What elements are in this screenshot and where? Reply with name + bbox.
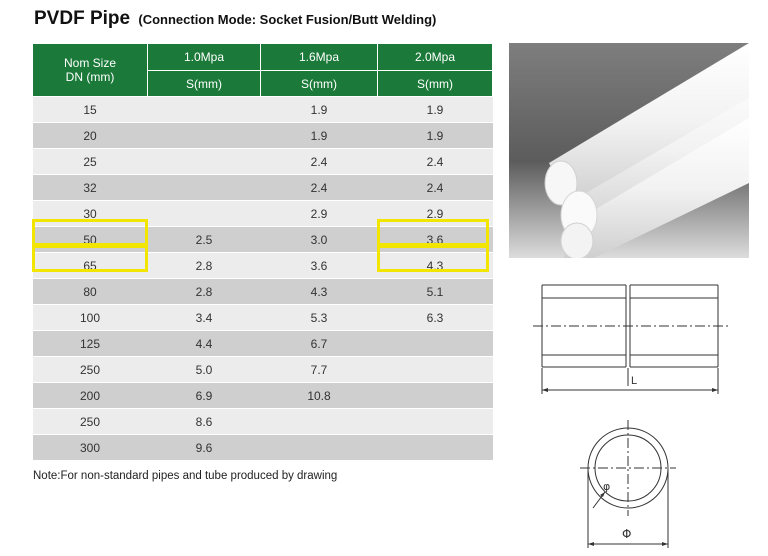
unit-header: S(mm) bbox=[148, 71, 261, 97]
inner-diameter-label: φ bbox=[603, 480, 611, 493]
dn-cell: 300 bbox=[33, 435, 148, 461]
s-1.0-cell bbox=[148, 149, 261, 175]
length-label: L bbox=[631, 375, 638, 387]
s-2.0-cell: 1.9 bbox=[378, 97, 493, 123]
nom-size-header bbox=[33, 44, 148, 97]
dn-cell: 200 bbox=[33, 383, 148, 409]
table-row bbox=[33, 357, 493, 383]
table-row bbox=[33, 383, 493, 409]
table-row bbox=[33, 331, 493, 357]
dn-cell: 25 bbox=[33, 149, 148, 175]
table-row bbox=[33, 305, 493, 331]
s-2.0-cell: 4.3 bbox=[378, 253, 493, 279]
s-1.6-cell: 1.9 bbox=[261, 123, 378, 149]
s-1.6-cell: 7.7 bbox=[261, 357, 378, 383]
s-1.6-cell: 3.6 bbox=[261, 253, 378, 279]
s-2.0-cell bbox=[378, 357, 493, 383]
dn-cell: 250 bbox=[33, 409, 148, 435]
dn-cell: 250 bbox=[33, 357, 148, 383]
s-2.0-cell bbox=[378, 409, 493, 435]
dn-label: DN (mm) bbox=[65, 70, 115, 84]
pipe-photo bbox=[509, 43, 749, 258]
s-2.0-cell bbox=[378, 383, 493, 409]
title-main: PVDF Pipe bbox=[34, 8, 131, 29]
s-1.0-cell: 5.0 bbox=[148, 357, 261, 383]
s-2.0-cell: 5.1 bbox=[378, 279, 493, 305]
s-1.0-cell: 9.6 bbox=[148, 435, 261, 461]
table-row bbox=[33, 149, 493, 175]
dn-cell: 65 bbox=[33, 253, 148, 279]
s-1.0-cell: 2.8 bbox=[148, 253, 261, 279]
table-row bbox=[33, 253, 493, 279]
s-1.0-cell bbox=[148, 123, 261, 149]
dn-cell: 50 bbox=[33, 227, 148, 253]
s-1.6-cell bbox=[261, 435, 378, 461]
table-row bbox=[33, 201, 493, 227]
s-2.0-cell: 2.4 bbox=[378, 149, 493, 175]
s-1.0-cell bbox=[148, 97, 261, 123]
s-1.6-cell: 10.8 bbox=[261, 383, 378, 409]
pipe-section-drawing bbox=[575, 420, 685, 554]
pipe-side-drawing bbox=[530, 280, 735, 400]
pipe-spec-table bbox=[32, 43, 493, 461]
s-2.0-cell bbox=[378, 435, 493, 461]
s-1.6-cell: 2.4 bbox=[261, 149, 378, 175]
s-1.6-cell: 2.4 bbox=[261, 175, 378, 201]
table-row bbox=[33, 279, 493, 305]
dn-cell: 30 bbox=[33, 201, 148, 227]
s-2.0-cell: 2.9 bbox=[378, 201, 493, 227]
s-2.0-cell: 6.3 bbox=[378, 305, 493, 331]
note-text: Note:For non-standard pipes and tube produced by drawing bbox=[33, 470, 338, 482]
dn-cell: 80 bbox=[33, 279, 148, 305]
pressure-header-1.0: 1.0Mpa bbox=[148, 44, 261, 71]
nom-size-label: Nom Size bbox=[63, 56, 116, 70]
unit-header: S(mm) bbox=[378, 71, 493, 97]
s-1.6-cell: 6.7 bbox=[261, 331, 378, 357]
s-1.0-cell: 8.6 bbox=[148, 409, 261, 435]
dn-cell: 100 bbox=[33, 305, 148, 331]
s-1.6-cell: 4.3 bbox=[261, 279, 378, 305]
table-row bbox=[33, 409, 493, 435]
dn-cell: 15 bbox=[33, 97, 148, 123]
outer-diameter-label: Φ bbox=[622, 527, 632, 541]
s-1.6-cell: 5.3 bbox=[261, 305, 378, 331]
s-1.6-cell: 2.9 bbox=[261, 201, 378, 227]
s-1.0-cell bbox=[148, 201, 261, 227]
s-1.0-cell: 2.8 bbox=[148, 279, 261, 305]
s-1.0-cell bbox=[148, 175, 261, 201]
s-1.0-cell: 3.4 bbox=[148, 305, 261, 331]
table-row bbox=[33, 97, 493, 123]
table-row bbox=[33, 435, 493, 461]
dn-cell: 32 bbox=[33, 175, 148, 201]
table-row bbox=[33, 123, 493, 149]
table-row bbox=[33, 175, 493, 201]
table-row bbox=[33, 227, 493, 253]
s-1.0-cell: 6.9 bbox=[148, 383, 261, 409]
s-1.6-cell bbox=[261, 409, 378, 435]
dn-cell: 125 bbox=[33, 331, 148, 357]
unit-header: S(mm) bbox=[261, 71, 378, 97]
s-1.6-cell: 3.0 bbox=[261, 227, 378, 253]
s-2.0-cell: 1.9 bbox=[378, 123, 493, 149]
pressure-header-2.0: 2.0Mpa bbox=[378, 44, 493, 71]
s-2.0-cell: 2.4 bbox=[378, 175, 493, 201]
s-1.0-cell: 4.4 bbox=[148, 331, 261, 357]
s-2.0-cell bbox=[378, 331, 493, 357]
title-subtitle: (Connection Mode: Socket Fusion/Butt Welding) bbox=[138, 12, 437, 27]
page-title bbox=[34, 8, 436, 30]
s-1.6-cell: 1.9 bbox=[261, 97, 378, 123]
s-2.0-cell: 3.6 bbox=[378, 227, 493, 253]
pressure-header-1.6: 1.6Mpa bbox=[261, 44, 378, 71]
s-1.0-cell: 2.5 bbox=[148, 227, 261, 253]
dn-cell: 20 bbox=[33, 123, 148, 149]
